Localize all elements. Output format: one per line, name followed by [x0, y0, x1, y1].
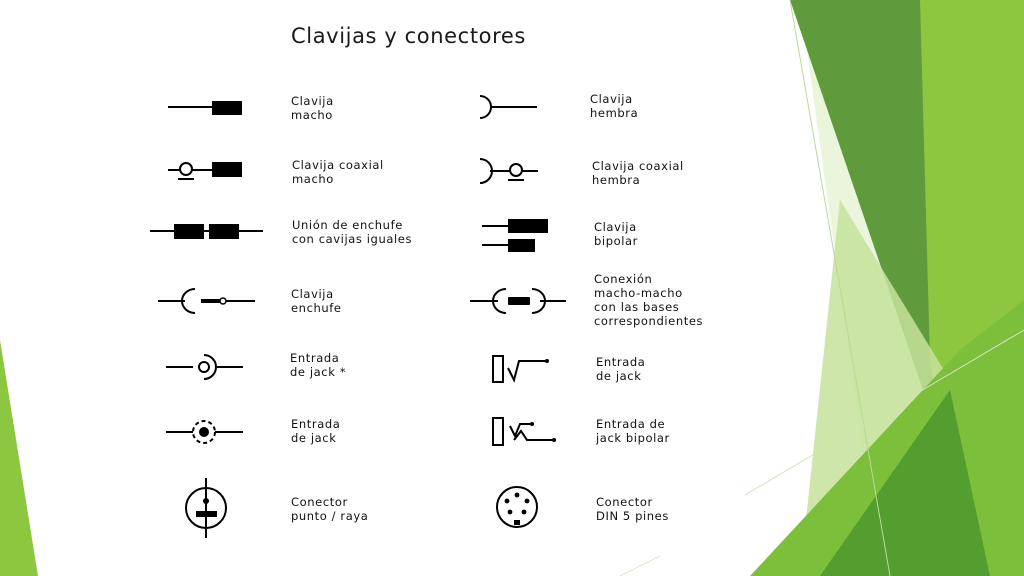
label-clavija-coaxial-hembra: Clavija coaxial hembra — [592, 159, 684, 187]
clavija-enchufe-icon — [155, 286, 260, 316]
clavija-bipolar-icon — [478, 214, 558, 256]
deco-line-3 — [620, 556, 660, 576]
conector-din-icon — [492, 482, 542, 532]
clavija-hembra-icon — [470, 92, 550, 122]
label-conexion-macho-macho: Conexión macho-macho con las bases correspondientes — [594, 272, 704, 328]
label-union-enchufe: Unión de enchufe con cavijas iguales — [292, 218, 413, 246]
entrada-jack-dashed-icon — [163, 416, 248, 450]
slide-title: Clavijas y conectores — [291, 24, 526, 48]
union-enchufe-icon — [148, 216, 268, 246]
label-conector-din: Conector DIN 5 pines — [596, 495, 669, 523]
label-entrada-jack-switch: Entrada de jack — [596, 355, 646, 383]
clavija-coaxial-macho-icon — [160, 155, 250, 185]
label-clavija-bipolar: Clavija bipolar — [594, 220, 639, 248]
label-entrada-jack-dashed: Entrada de jack — [291, 417, 341, 445]
label-clavija-macho: Clavija macho — [291, 94, 334, 122]
label-entrada-jack-bipolar: Entrada de jack bipolar — [596, 417, 670, 445]
clavija-macho-icon — [160, 92, 250, 122]
entrada-jack-switch-icon — [488, 350, 558, 386]
label-clavija-hembra: Clavija hembra — [590, 92, 639, 120]
label-conector-punto-raya: Conector punto / raya — [291, 495, 369, 523]
conexion-macho-macho-icon — [468, 286, 568, 316]
entrada-jack-star-icon — [163, 350, 248, 384]
label-clavija-enchufe: Clavija enchufe — [291, 287, 342, 315]
conector-punto-raya-icon — [180, 476, 234, 540]
label-entrada-jack-star: Entrada de jack * — [290, 351, 347, 379]
label-clavija-coaxial-macho: Clavija coaxial macho — [292, 158, 384, 186]
entrada-jack-bipolar-icon — [488, 414, 560, 450]
clavija-coaxial-hembra-icon — [470, 155, 550, 187]
left-green-wedge — [0, 340, 38, 576]
